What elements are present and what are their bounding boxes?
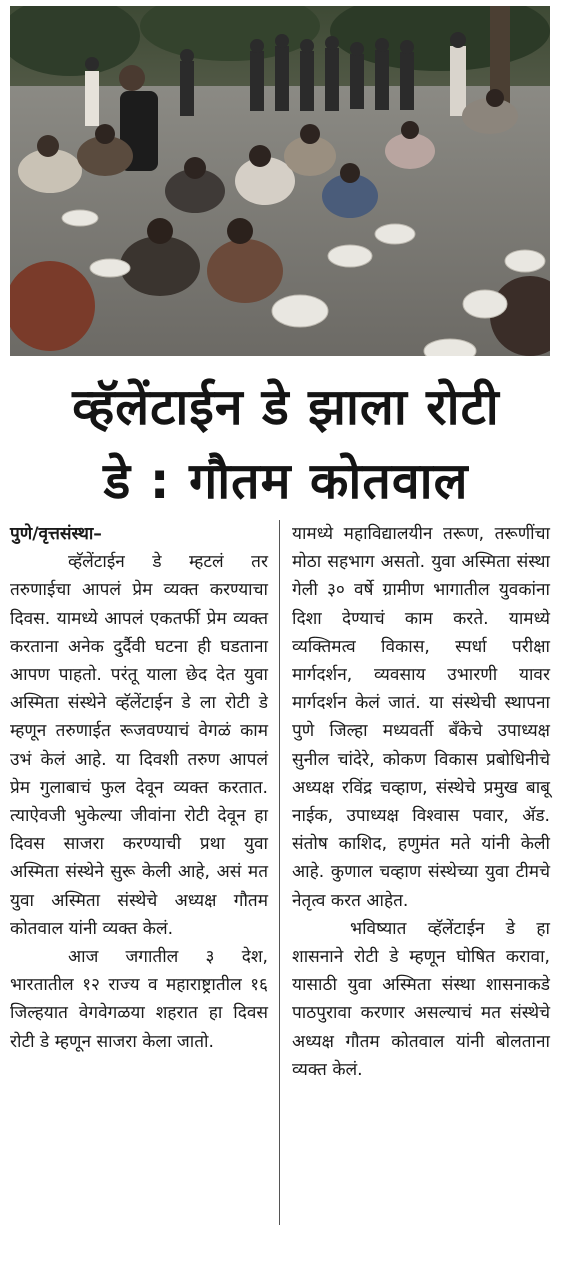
article-column-2 [292, 520, 550, 1084]
article-paragraph: यामध्ये महाविद्यालयीन तरूण, तरूणींचा मोठा सहभाग असतो. युवा अस्मिता संस्था गेली ३० वर्षे ग्रामीण भागातील युवकांना दिशा देण्याचं काम करते. यामध्ये व्यक्तिमत्व विकास, स्पर्धा परीक्षा मार्गदर्शन, व्यवसाय उभारणी यावर मार्गदर्शन केलं जातं. या संस्थेची स्थापना पुणे जिल्हा मध्यवर्ती बँकेचे उपाध्यक्ष सुनील चांदेरे, कोकण विकास प्रबोधिनीचे अध्यक्ष रविंद्र चव्हाण, संस्थेचे प्रमुख बाबू नाईक, उपाध्यक्ष विश्वास पवार, ॲड. संतोष काशिद, हणुमंत मते यांनी केली आहे. कुणाल चव्हाण संस्थेच्या युवा टीमचे नेतृत्व करत आहेत. [292, 524, 550, 911]
headline-line-2: डे : गौतम कोतवाल [103, 452, 469, 510]
headline-line-1: व्हॅलेंटाईन डे झाला रोटी [72, 378, 500, 436]
column-divider [279, 520, 280, 1225]
dateline: पुणे/वृत्तसंस्था– [10, 524, 102, 544]
article-column-1 [10, 520, 268, 1056]
article-paragraph: भविष्यात व्हॅलेंटाईन डे हा शासनाने रोटी डे म्हणून घोषित करावा, यासाठी युवा अस्मिता संस्था शासनाकडे पाठपुरावा करणार असल्याचं मत संस्थेचे अध्यक्ष गौतम कोतवाल यांनी बोलताना व्यक्त केलं. [292, 918, 550, 1080]
headline [8, 370, 564, 518]
article-paragraph: आज जगातील ३ देश, भारतातील १२ राज्य व महाराष्ट्रातील १६ जिल्हयात वेगवेगळया शहरात हा दिवस रोटी डे म्हणून साजरा केला जातो. [10, 947, 268, 1052]
news-photo-illustration [10, 6, 550, 356]
article-paragraph: व्हॅलेंटाईन डे म्हटलं तर तरुणाईचा आपलं प्रेम व्यक्त करण्याचा दिवस. यामध्ये आपलं एकतर्फी प्रेम व्यक्त करताना अनेक दुर्दैवी घटना ही घडताना आपण पाहतो. परंतू याला छेद देत युवा अस्मिता संस्थेने व्हॅलेंटाईन डे ला रोटी डे म्हणून तरुणाईत रूजवण्याचं वेगळं काम उभं केलं आहे. या दिवशी तरुण आपलं प्रेम गुलाबाचं फुल देवून व्यक्त करतात. त्याऐवजी भुकेल्या जीवांना रोटी देवून हा दिवस साजरा करण्याची प्रथा युवा अस्मिता संस्थेने सुरू केली आहे, असं मत युवा अस्मिता संस्थेचे अध्यक्ष गौतम कोतवाल यांनी व्यक्त केलं. [10, 552, 268, 939]
news-photo [10, 6, 550, 356]
